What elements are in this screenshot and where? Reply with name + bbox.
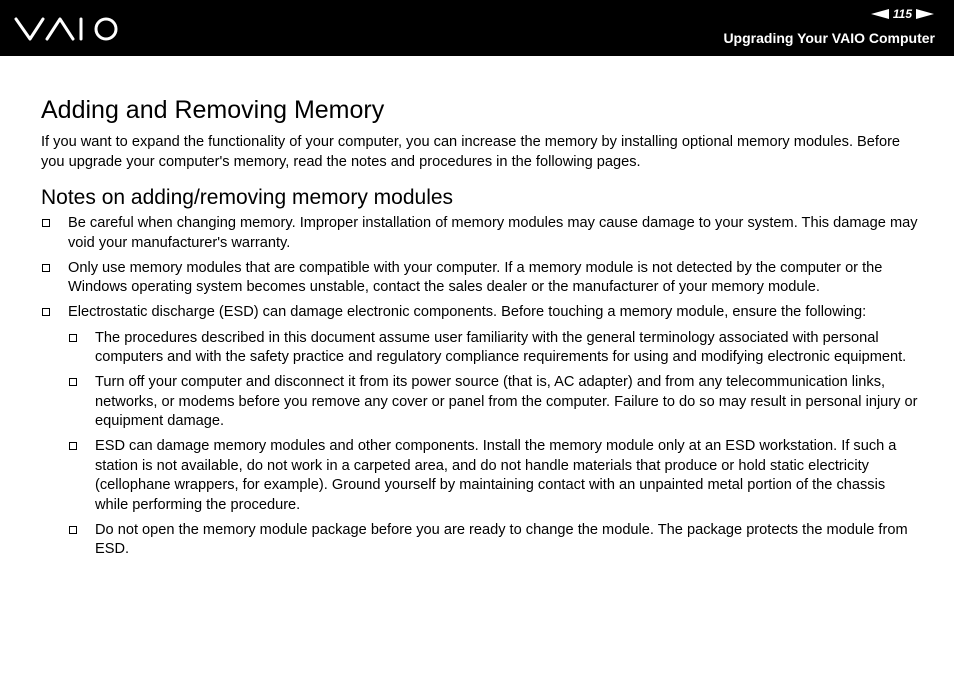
checkbox-bullet-icon — [42, 308, 50, 316]
note-text: Be careful when changing memory. Improper installation of memory modules may cause damage to your system. This damage may void your manufacturer's warranty. — [68, 215, 918, 251]
esd-item — [68, 521, 921, 560]
intro-paragraph: If you want to expand the functionality of your computer, you can increase the memory by installing optional memory modules. Before you upgrade your computer's memory, read the notes and procedures in the following pages. — [41, 134, 901, 170]
page-navigator — [871, 7, 934, 21]
esd-item — [68, 373, 921, 432]
esd-text: ESD can damage memory modules and other components. Install the memory module only at an ESD workstation. If such a station is not available, do not work in a carpeted area, and do not handle materials that produce or hold static electricity (cellophane wrappers, for example). Ground yourself by maintaining contact with an unpainted metal portion of the chassis while performing the procedure. — [95, 438, 897, 513]
page-header — [0, 0, 954, 56]
vaio-logo — [14, 16, 122, 42]
left-arrow-icon[interactable] — [871, 9, 889, 19]
section-title: Upgrading Your VAIO Computer — [723, 30, 935, 46]
page-number: 115 — [892, 7, 912, 21]
esd-item — [68, 329, 921, 368]
checkbox-bullet-icon — [69, 442, 77, 450]
esd-text: Turn off your computer and disconnect it from its power source (that is, AC adapter) and from any telecommunication links, networks, or modems before you remove any cover or panel from the computer. Failure to do so may result in personal injury or equipment damage. — [95, 374, 918, 429]
esd-list — [68, 329, 921, 560]
note-item — [41, 259, 921, 298]
right-arrow-icon[interactable] — [916, 9, 934, 19]
esd-item — [68, 437, 921, 515]
page-title: Adding and Removing Memory — [41, 96, 385, 124]
checkbox-bullet-icon — [69, 526, 77, 534]
note-item — [41, 303, 921, 560]
note-text: Only use memory modules that are compatible with your computer. If a memory module is not detected by the computer or the Windows operating system becomes unstable, contact the sales dealer or the manufacturer of your memory module. — [68, 259, 883, 295]
checkbox-bullet-icon — [69, 378, 77, 386]
checkbox-bullet-icon — [42, 219, 50, 227]
checkbox-bullet-icon — [42, 264, 50, 272]
esd-text: Do not open the memory module package before you are ready to change the module. The package protects the module from ESD. — [95, 521, 908, 557]
page-content — [41, 94, 921, 565]
notes-heading: Notes on adding/removing memory modules — [41, 186, 454, 209]
notes-list — [41, 214, 921, 560]
checkbox-bullet-icon — [69, 334, 77, 342]
note-item — [41, 214, 921, 253]
esd-text: The procedures described in this document assume user familiarity with the general terminology associated with personal computers and with the safety practice and regulatory compliance requirements for using and modifying electronic equipment. — [95, 329, 907, 365]
note-text: Electrostatic discharge (ESD) can damage electronic components. Before touching a memory module, ensure the following: — [68, 304, 867, 320]
